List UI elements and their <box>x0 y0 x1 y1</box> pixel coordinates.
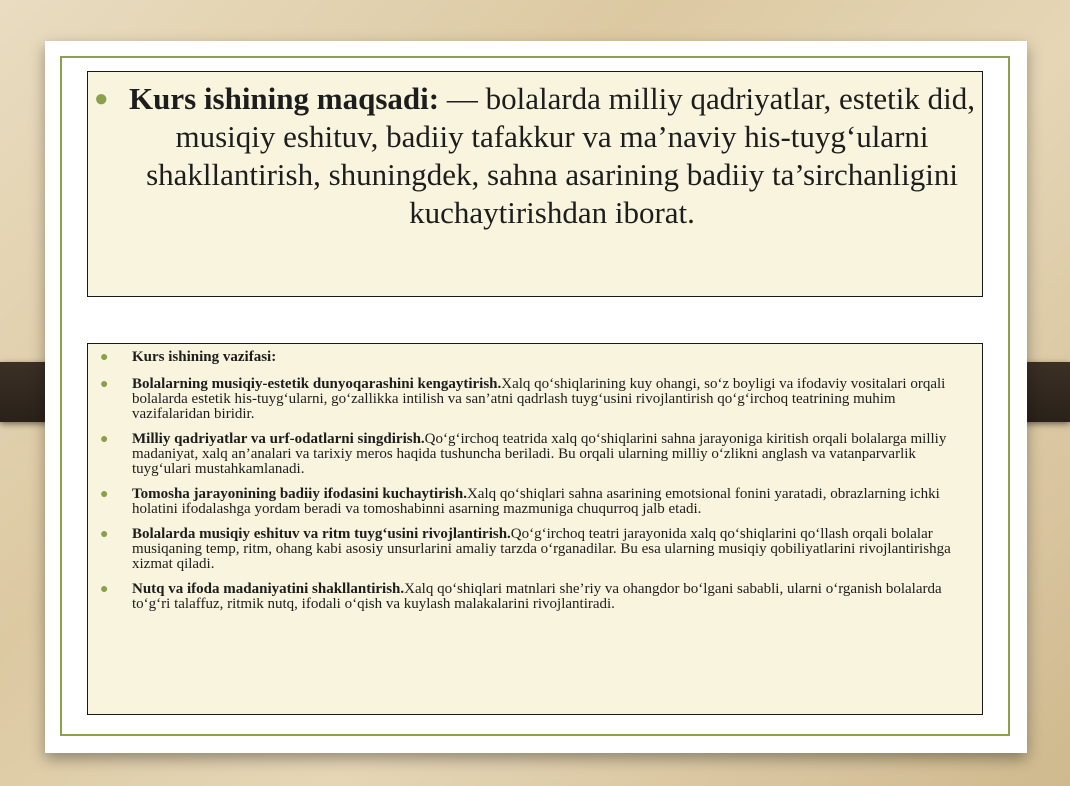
bullet-icon: ● <box>100 432 109 447</box>
goal-textbox[interactable] <box>87 71 983 297</box>
tasks-list <box>88 350 984 622</box>
task-title: Milliy qadriyatlar va urf-odatlarni singdirish. <box>132 431 425 447</box>
tasks-heading: Kurs ishining vazifasi: <box>132 349 277 365</box>
tasks-textbox[interactable] <box>87 343 983 715</box>
bullet-icon: ● <box>100 350 109 365</box>
bullet-icon: ● <box>100 487 109 502</box>
goal-paragraph <box>94 80 976 232</box>
task-text: Qo‘g‘irchoq teatri jarayonida xalq qo‘shiqlarini qo‘llash orqali bolalar musiqaning temp, ritm, ohang kabi asosiy unsurlarini amaliy tarzda o‘rganadilar. Bu esa ularning musiqiy qobiliyatlarini rivojlantirishga xizmat qiladi. <box>132 526 951 572</box>
task-text: Qo‘g‘irchoq teatrida xalq qo‘shiqlarini sahna jarayoniga kiritish orqali bolalarga milliy madaniyat, xalq an’analari va tarixiy meros haqida tushuncha beriladi. Bu orqali ularning milliy o‘zlikni anglash va vatanparvarlik tuyg‘ulari mustahkamlanadi. <box>132 431 947 477</box>
task-item <box>88 582 984 612</box>
goal-title: Kurs ishining maqsadi: <box>128 81 440 116</box>
bullet-icon: ● <box>94 86 109 112</box>
task-text: Xalq qo‘shiqlari sahna asarining emotsional fonini yaratadi, obrazlarning ichki holatini ifodalashga yordam beradi va tomoshabinni asarning mazmuniga chuqurroq jalb etadi. <box>132 486 940 517</box>
task-item <box>88 432 984 477</box>
task-text: Xalq qo‘shiqlari matnlari she’riy va ohangdor bo‘lgani sababli, ularni o‘rganish bolalarda to‘g‘ri talaffuz, ritmik nutq, ifodali o‘qish va kuylash malakalarini rivojlantiradi. <box>132 581 942 612</box>
task-title: Tomosha jarayonining badiiy ifodasini kuchaytirish. <box>132 486 467 502</box>
tasks-heading-item <box>88 350 984 365</box>
bullet-icon: ● <box>100 377 109 392</box>
slide <box>45 41 1027 753</box>
bullet-icon: ● <box>100 582 109 597</box>
task-item <box>88 527 984 572</box>
task-title: Nutq va ifoda madaniyatini shakllantirish. <box>132 581 405 597</box>
task-item <box>88 487 984 517</box>
task-title: Bolalarda musiqiy eshituv va ritm tuyg‘usini rivojlantirish. <box>132 526 511 542</box>
task-title: Bolalarning musiqiy-estetik dunyoqarashini kengaytirish. <box>132 376 502 392</box>
goal-text: — bolalarda milliy qadriyatlar, estetik did, musiqiy eshituv, badiiy tafakkur va ma’naviy his-tuyg‘ularni shakllantirish, shuningdek, sahna asarining badiiy ta’sirchanligini kuchaytirishdan iborat. <box>146 81 976 230</box>
task-text: Xalq qo‘shiqlarining kuy ohangi, so‘z boyligi va ifodaviy vositalari orqali bolalarda estetik his-tuyg‘ularni, go‘zallikka intilish va san’atni qadrlash tuyg‘usini rivojlantirish qo‘g‘irchoq teatrining muhim vazifalaridan biridir. <box>132 376 946 422</box>
task-item <box>88 377 984 422</box>
bullet-icon: ● <box>100 527 109 542</box>
